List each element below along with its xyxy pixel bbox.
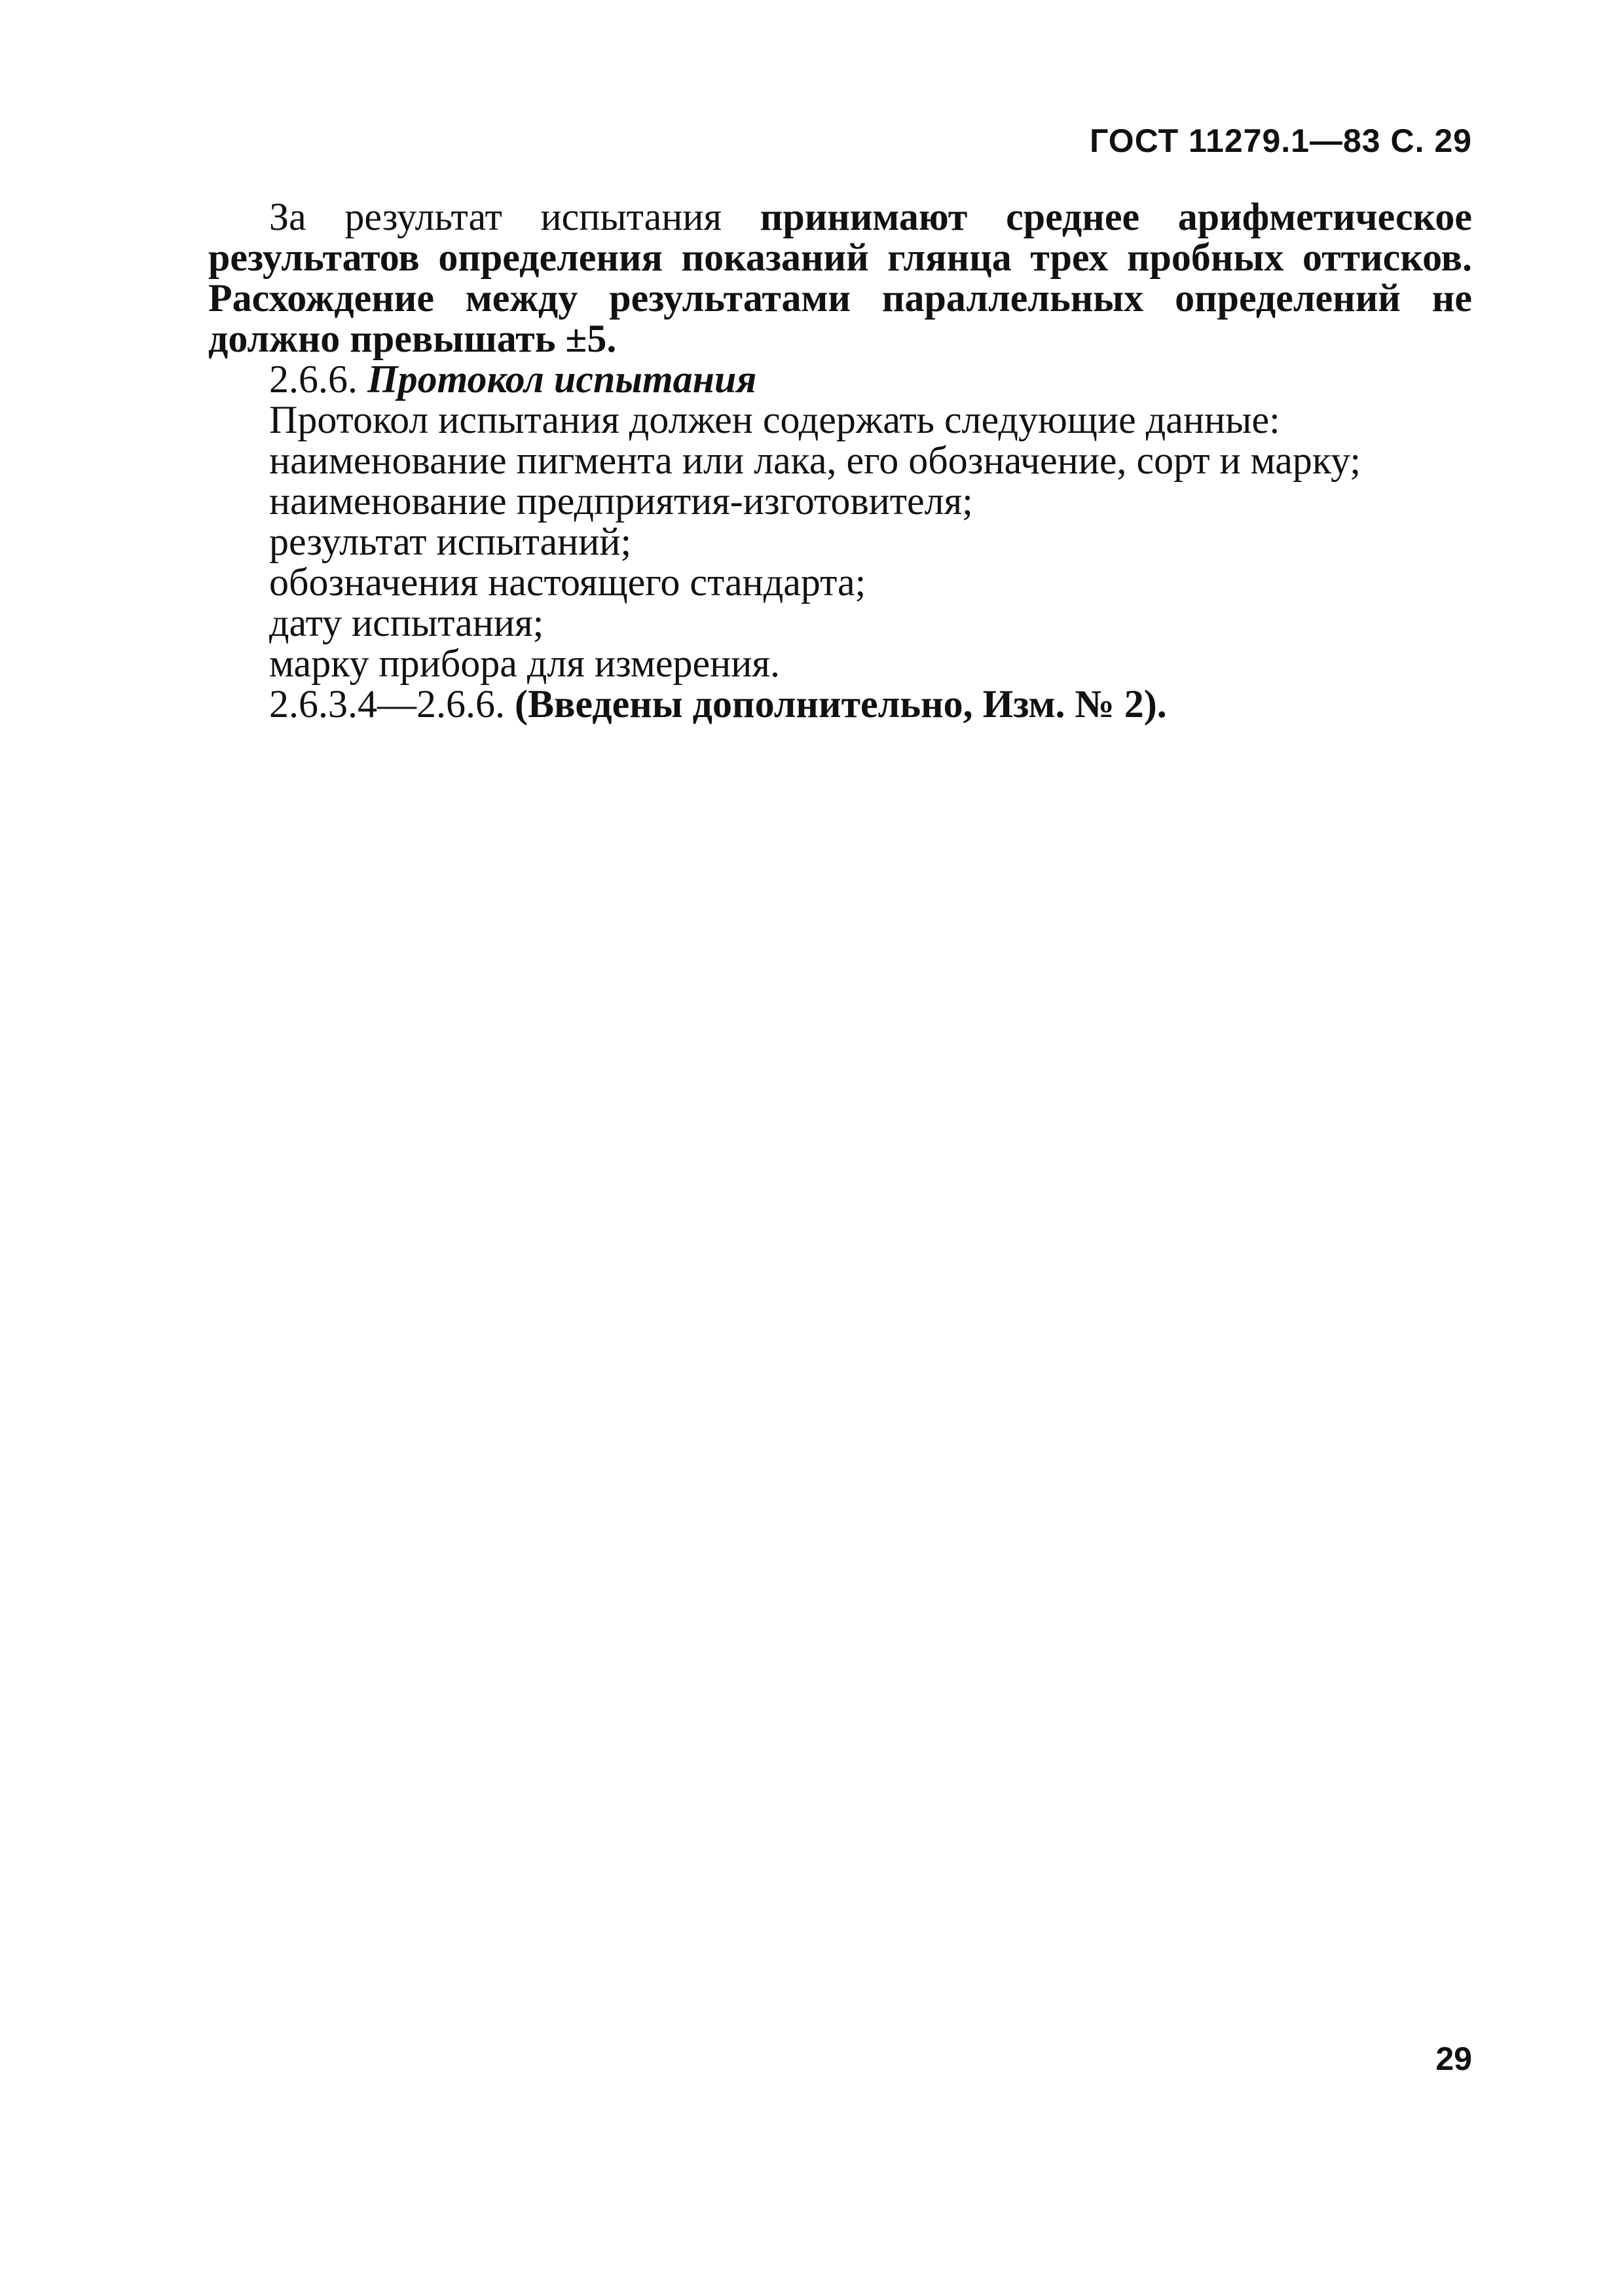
protocol-item: обозначения настоящего стандарта;	[269, 561, 866, 604]
protocol-item: марку прибора для измерения.	[269, 642, 780, 685]
protocol-item: наименование пигмента или лака, его обозначение, сорт и марку;	[269, 439, 1361, 482]
body-text	[208, 196, 1472, 724]
section-number: 2.6.6.	[269, 358, 358, 401]
amendment-note: (Введены дополнительно, Изм. № 2).	[515, 682, 1167, 726]
paragraph-test-result	[208, 196, 1472, 359]
paragraph-rest: принимают среднее арифметическое результатов определения показаний глянца трех пробных оттисков. Расхождение между результатами параллельных определений не должно превышать ±5.	[208, 195, 1473, 360]
section-heading	[208, 359, 1472, 399]
protocol-item: наименование предприятия-изготовителя;	[269, 479, 973, 523]
protocol-intro: Протокол испытания должен содержать следующие данные:	[269, 398, 1280, 441]
page-number: 29	[1435, 2040, 1472, 2077]
amendment-ref: 2.6.3.4—2.6.6.	[269, 682, 505, 726]
paragraph-lead: За результат испытания	[269, 195, 722, 238]
running-header: ГОСТ 11279.1—83 С. 29	[1090, 122, 1472, 159]
section-title: Протокол испытания	[367, 358, 757, 401]
protocol-item: дату испытания;	[269, 601, 544, 644]
protocol-item: результат испытаний;	[269, 520, 632, 563]
amendment-line	[208, 684, 1472, 724]
